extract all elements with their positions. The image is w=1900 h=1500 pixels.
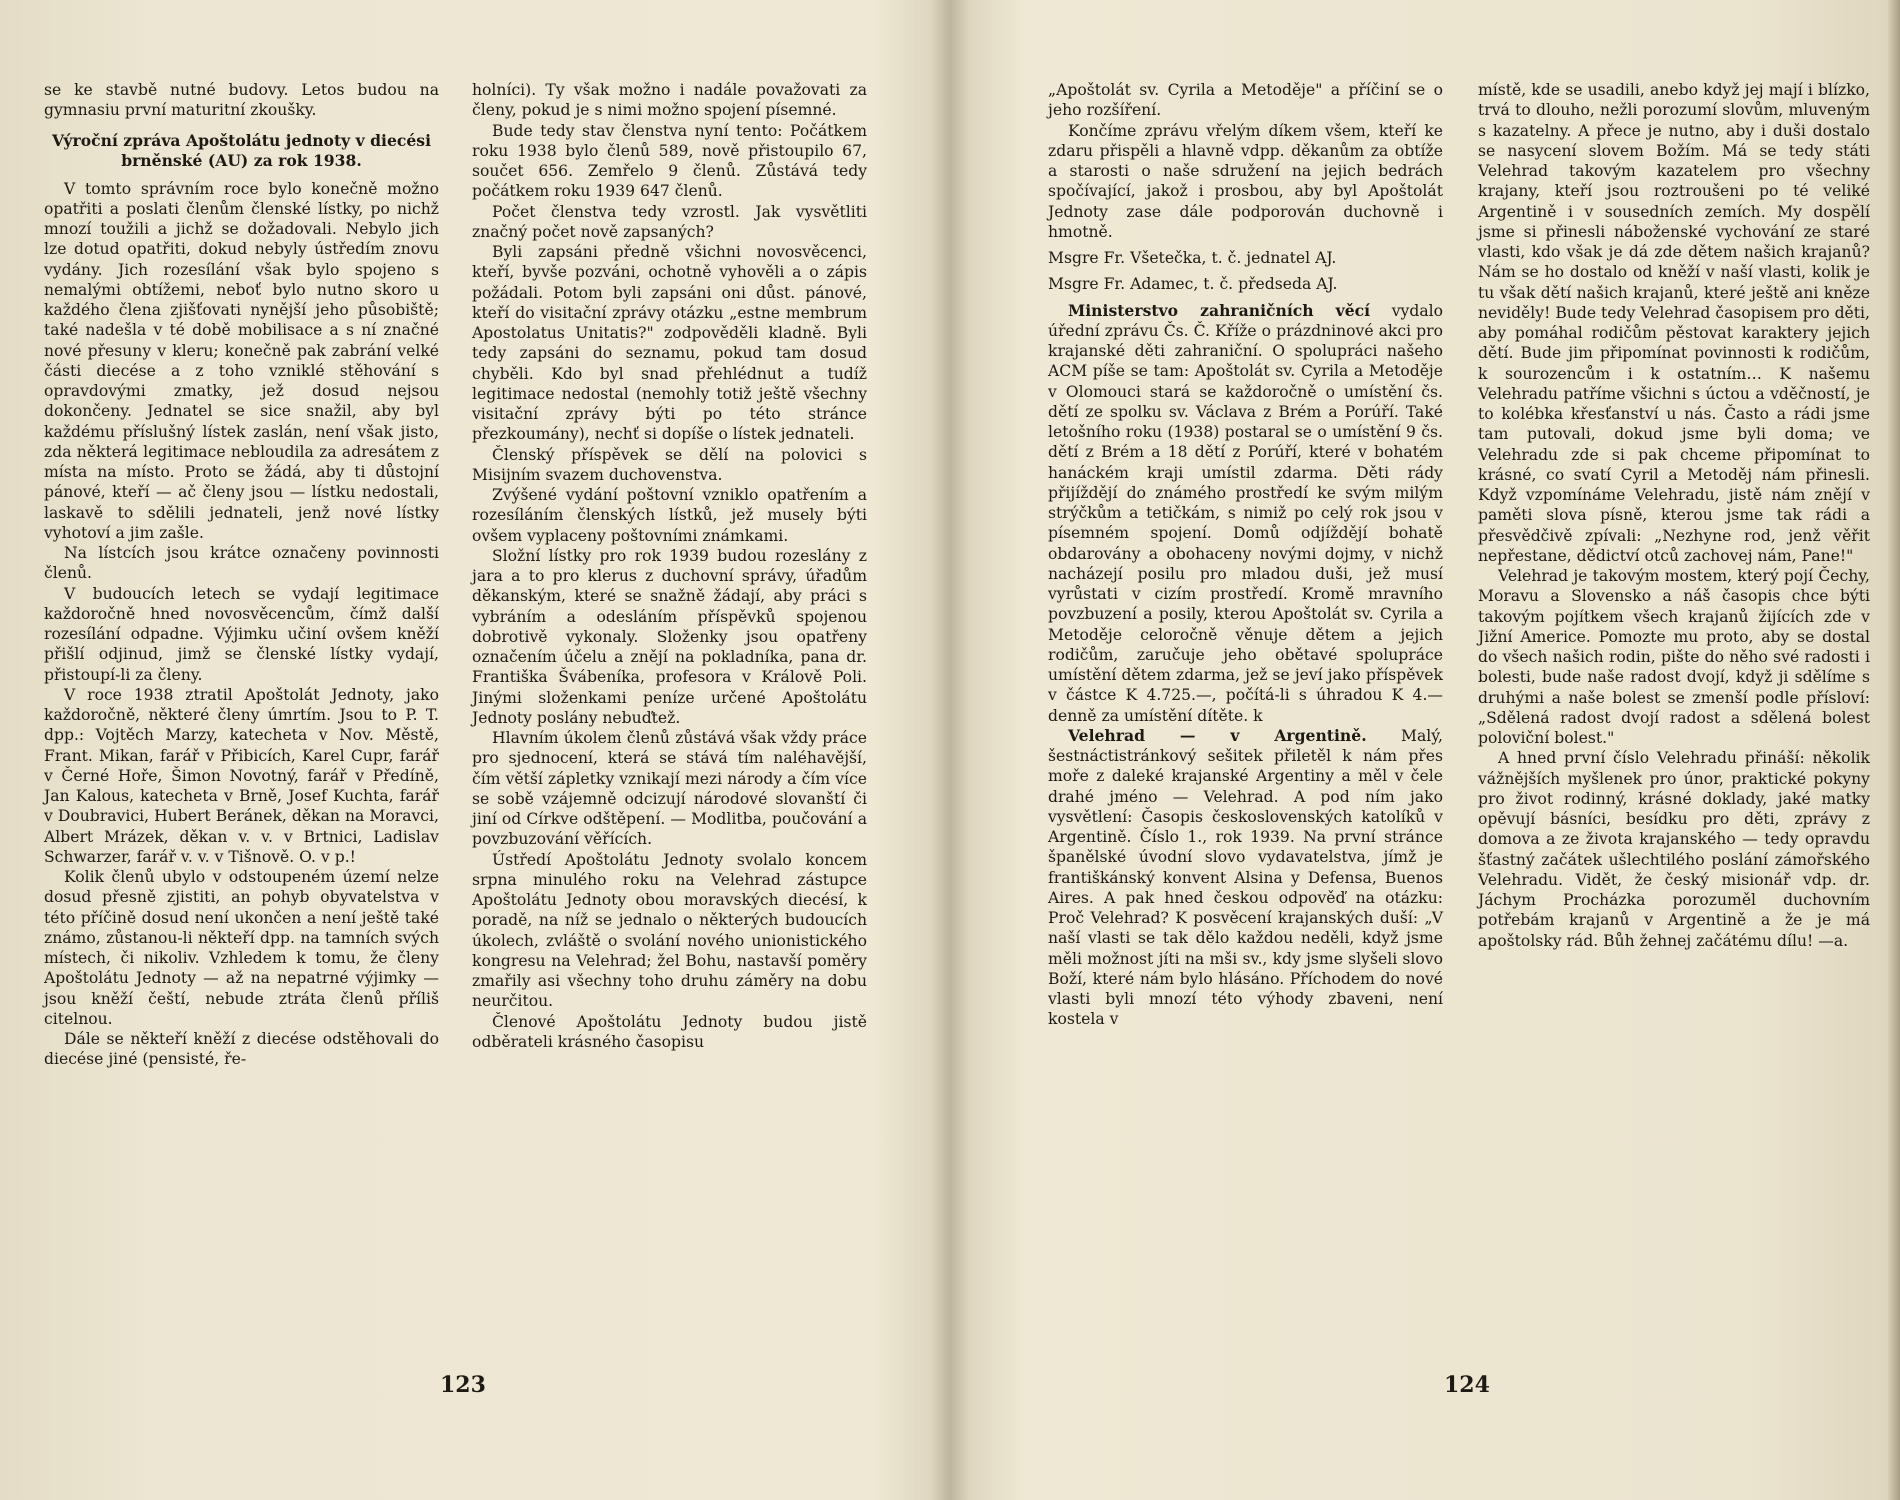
paragraph — [1048, 301, 1443, 726]
paragraph: A hned první číslo Velehradu přináší: několik vážnějších myšlenek pro únor, praktické pokyny pro život rodinný, krásné doklady, jaké matky opěvují básníci, besídku pro děti, zprávy z domova a ze života krajanského — tedy opravdu šťastný začátek ušlechtilého poslání zámořského Velehradu. Vidět, že český misionář vdp. dr. Jáchym Procházka porozuměl duchovním potřebám krajanů v Argentině a že je má apoštolsky rád. Bůh žehnej začátému dílu! —a. — [1478, 749, 1870, 950]
paragraph: Zvýšené vydání poštovní vzniklo opatřením a rozesíláním členských lístků, jež musely býti ovšem vyplaceny poštovními známkami. — [472, 486, 867, 545]
paragraph-text: Malý, šestnáctistránkový sešitek přiletěl k nám přes moře z daleké krajanské Argentiny a měl v čele drahé jméno — Velehrad. A pod ním jako vysvětlení: Časopis československých katolíků v Argentině. Číslo 1., rok 1939. Na první stránce španělské úvodní slovo vydavatelstva, jímž je františkánský konvent Alsina y Defensa, Buenos Aires. A pak hned českou odpověď na otázku: Proč Velehrad? K posvěcení krajanských duší: „V naší vlasti se tak dělo každou neděli, když jsme měli možnost jíti na mši sv., kdy jsme slyšeli slovo Boží, které nám bylo hlásáno. Příchodem do nové vlasti byli mnozí této výhody zbaveni, není kostela v — [1048, 726, 1443, 1029]
book-gutter — [930, 0, 970, 1500]
signature-line: Msgre Fr. Adamec, t. č. předseda AJ. — [1048, 275, 1338, 294]
paragraph: holníci). Ty však možno i nadále považovati za členy, pokud je s nimi možno spojení písemné. — [472, 81, 867, 120]
paragraph: V roce 1938 ztratil Apoštolát Jednoty, jako každoročně, některé členy úmrtím. Jsou to P. T. dpp.: Vojtěch Marzy, katecheta v Nov. Městě, Frant. Mikan, farář v Přibicích, Karel Cupr, farář v Černé Hoře, Šimon Novotný, farář v Předíně, Jan Kalous, katecheta v Brně, Josef Kuchta, farář v Doubravici, Hubert Beránek, děkan na Moravci, Albert Mrázek, děkan v. v. v Brtnici, Ladislav Schwarzer, farář v. v. v Tišnově. O. v p.! — [44, 685, 439, 866]
paragraph: se ke stavbě nutné budovy. Letos budou na gymnasiu první maturitní zkoušky. — [44, 81, 439, 120]
paragraph: místě, kde se usadili, anebo když jej mají i blízko, trvá to dlouho, nežli porozumí slovům, mluveným s kazatelny. A přece je nutno, aby i duši dostalo se nasycení slovem Božím. Má se tedy státi Velehrad takovým kazatelem pro všechny krajany, kteří jsou roztroušeni po té veliké Argentině i v sousedních zemích. My dospělí jsme si přinesli náboženské vychování ze staré vlasti, kdo však je dá zde dětem našich krajanů? Nám se ho dostalo od kněží v naší vlasti, kolik je tu však dětí našich krajanů, které ještě ani kněze neviděly! Bude tedy Velehrad časopisem pro děti, aby pomáhal rodičům pěstovat karaktery jejich dětí. Bude jim připomínat povinnosti k rodičům, k sourozencům i k ostatním… K našemu Velehradu patříme všichni s úctou a vděčností, je to kolébka křesťanství u nás. Často a rádi jsme tam putovali, dokud jsme byli doma; ve Velehradu zde si pak chceme připomínat to krásné, co svatí Cyril a Metoděj nám přinesli. Když vzpomínáme Velehradu, jistě nám znějí v paměti slova písně, kterou jsme tak rádi a přesvědčivě zpívali: „Nezhyne rod, jenž věřit nepřestane, dědictví otců zachovej nám, Pane!" — [1478, 81, 1870, 565]
page-edge — [1888, 0, 1900, 1500]
paragraph-text: vydalo úřední zprávu Čs. Č. Kříže o prázdninové akci pro krajanské děti zahraniční. O spolupráci našeho ACM píše se tam: Apoštolát sv. Cyrila a Metoděje v Olomouci stará se každoročně o umístění čs. dětí ze spolku sv. Václava z Brém a Porúří. Také letošního roku (1938) postaral se o umístění 9 čs. dětí z Brém a 18 dětí z Porúří, které v bohatém hanáckém kraji umístil zdarma. Děti rády přijíždějí do známého prostředí ke svým milým strýčkům a tetičkám, s nimiž po celý rok jsou v písemném spojení. Domů odjíždějí bohatě obdarovány a obohaceny novými dojmy, v nichž nacházejí posilu pro mladou duši, jež musí vyrůstati v cizím prostředí. Kromě mravního povzbuzení a posily, kterou Apoštolát sv. Cyrila a Metoděje celoročně věnuje dětem a jejich rodičům, zaručuje jeho obětavé spolupráce umístění dětem zdarma, jež se jeví jako příspěvek v částce K 4.725.—, počítá-li s úhradou K 4.— denně za umístění dítěte. k — [1048, 301, 1444, 725]
page-number-left: 123 — [440, 1372, 486, 1398]
paragraph: Členský příspěvek se dělí na polovici s Misijním svazem duchovenstva. — [472, 445, 867, 484]
paragraph: „Apoštolát sv. Cyrila a Metoděje" a příčiní se o jeho rozšíření. — [1048, 81, 1443, 120]
left-page-column-2 — [472, 80, 867, 1052]
paragraph: Složní lístky pro rok 1939 budou rozeslány z jara a to pro klerus z duchovní správy, úřadům děkanským, které se snažně žádají, aby práci s vybráním a odesláním příspěvků spojenou dobrotivě vykonaly. Složenky jsou opatřeny označením účelu a znějí na pokladníka, pana dr. Františka Švábeníka, profesora v Králově Poli. Jinými složenkami peníze určené Apoštolátu Jednoty poslány nebuďtež. — [472, 546, 867, 727]
left-page-column-1 — [44, 80, 439, 1070]
right-page-column-2 — [1478, 80, 1870, 951]
paragraph: Kolik členů ubylo v odstoupeném území nelze dosud přesně zjistiti, an pohyb obyvatelstva v této příčině dosud není ukončen a není ještě také známo, zůstanou-li někteří dpp. na tamních svých místech, či nikoliv. Vzhledem k tomu, že členy Apoštolátu Jednoty — až na nepatrné výjimky — jsou kněží čeští, nebude ztráta členů příliš citelnou. — [44, 868, 439, 1028]
right-page-column-1 — [1048, 80, 1443, 1030]
page-number-right: 124 — [1444, 1372, 1490, 1398]
paragraph: Končíme zprávu vřelým díkem všem, kteří ke zdaru přispěli a hlavně vdpp. děkanům za obtíže a starosti o naše sdružení na jejich bedrách spočívající, jakož i prosbou, aby byl Apoštolát Jednoty zase dále podporován duchovně i hmotně. — [1048, 121, 1443, 241]
paragraph: Hlavním úkolem členů zůstává však vždy práce pro sjednocení, která se stává tím naléhavější, čím větší zápletky vznikají mezi národy a čím více se sobě vzájemně odcizují národové slovanští či jiní od Církve odštěpení. — Modlitba, poučování a povzbuzování věřících. — [472, 729, 867, 849]
paragraph: Členové Apoštolátu Jednoty budou jistě odběrateli krásného časopisu — [472, 1012, 867, 1051]
paragraph: Bude tedy stav členstva nyní tento: Počátkem roku 1938 bylo členů 589, nově přistoupilo 67, součet 656. Zemřelo 9 členů. Zůstává tedy počátkem roku 1939 647 členů. — [472, 121, 867, 201]
article-heading: Výroční zpráva Apoštolátu jednoty v diecési brněnské (AU) za rok 1938. — [51, 130, 432, 170]
paragraph — [1048, 726, 1443, 1030]
paragraph: V tomto správním roce bylo konečně možno opatřiti a poslati členům členské lístky, po nichž mnozí toužili a jichž se dožadovali. Nebylo jich lze dotud opatřiti, dokud nebyly ústředím znovu vydány. Jich rozesílání však bylo spojeno s nemalými obtížemi, neboť bylo nutno skoro u každého člena zjišťovati nynější jeho působiště; také nadešla v té době mobilisace a s ní značné nové přesuny v kleru; konečně pak zabrání velké části diecése a z toho vzniklé stěhování s opravdovými zmatky, jež dosud nejsou dokončeny. Jednatel se sice snažil, aby byl každému příslušný lístek zaslán, není však jisto, zda některá legitimace nebloudila za adresátem z místa na místo. Proto se žádá, aby ti důstojní pánové, kteří — ač členy jsou — lístku nedostali, laskavě to sdělili jednateli, jenž nové lístky vyhotoví a jim zašle. — [44, 179, 439, 542]
paragraph: Ústředí Apoštolátu Jednoty svolalo koncem srpna minulého roku na Velehrad zástupce Apoštolátu Jednoty obou moravských diecésí, k poradě, na níž se jednalo o některých budoucích úkolech, zvláště o svolání nového unionistického kongresu na Velehrad; žel Bohu, nastavší poměry zmařily asi všechny toho druhu záměry na dobu neurčitou. — [472, 850, 867, 1011]
paragraph: V budoucích letech se vydají legitimace každoročně hned novosvěcencům, čímž další rozesílání odpadne. Výjimku učiní ovšem kněží přišlí odjinud, jimž se členské lístky vydají, přistoupí-li za členy. — [44, 584, 439, 684]
signature-line: Msgre Fr. Všetečka, t. č. jednatel AJ. — [1048, 249, 1337, 267]
run-in-heading: Ministerstvo zahraničních věcí — [1068, 300, 1371, 320]
paragraph: Byli zapsáni předně všichni novosvěcenci, kteří, byvše pozváni, ochotně vyhověli a o zápis požádali. Potom byli zapsáni oni důst. pánové, kteří do visitační zprávy otázku „estne membrum Apostolatus Unitatis?" zodpověděli kladně. Byli tedy zapsáni do seznamu, pokud tam dosud chyběli. Kdo byl snad přehlédnut a tudíž legitimace nedostal (nemohly totiž ještě všechny visitační zprávy býti po této stránce přezkoumány), nechť si dopíše o lístek jednateli. — [472, 243, 867, 444]
paragraph: Na lístcích jsou krátce označeny povinnosti členů. — [44, 544, 439, 583]
paragraph: Dále se někteří kněží z diecése odstěhovali do diecése jiné (pensisté, ře- — [44, 1030, 439, 1069]
paragraph: Počet členstva tedy vzrostl. Jak vysvětliti značný počet nově zapsaných? — [472, 202, 867, 241]
run-in-heading: Velehrad — v Argentině. — [1068, 725, 1367, 745]
paragraph: Velehrad je takovým mostem, který pojí Čechy, Moravu a Slovensko a náš časopis chce býti takovým pojítkem všech krajanů žijících zde v Jižní Americe. Pomozte mu proto, aby se dostal do všech našich rodin, pište do něho své radosti i bolesti, bude naše radost dvojí, když ji sdělíme s druhými a naše bolest se zmenší podle přísloví: „Sdělená radost dvojí radost a sdělená bolest poloviční bolest." — [1478, 567, 1870, 747]
